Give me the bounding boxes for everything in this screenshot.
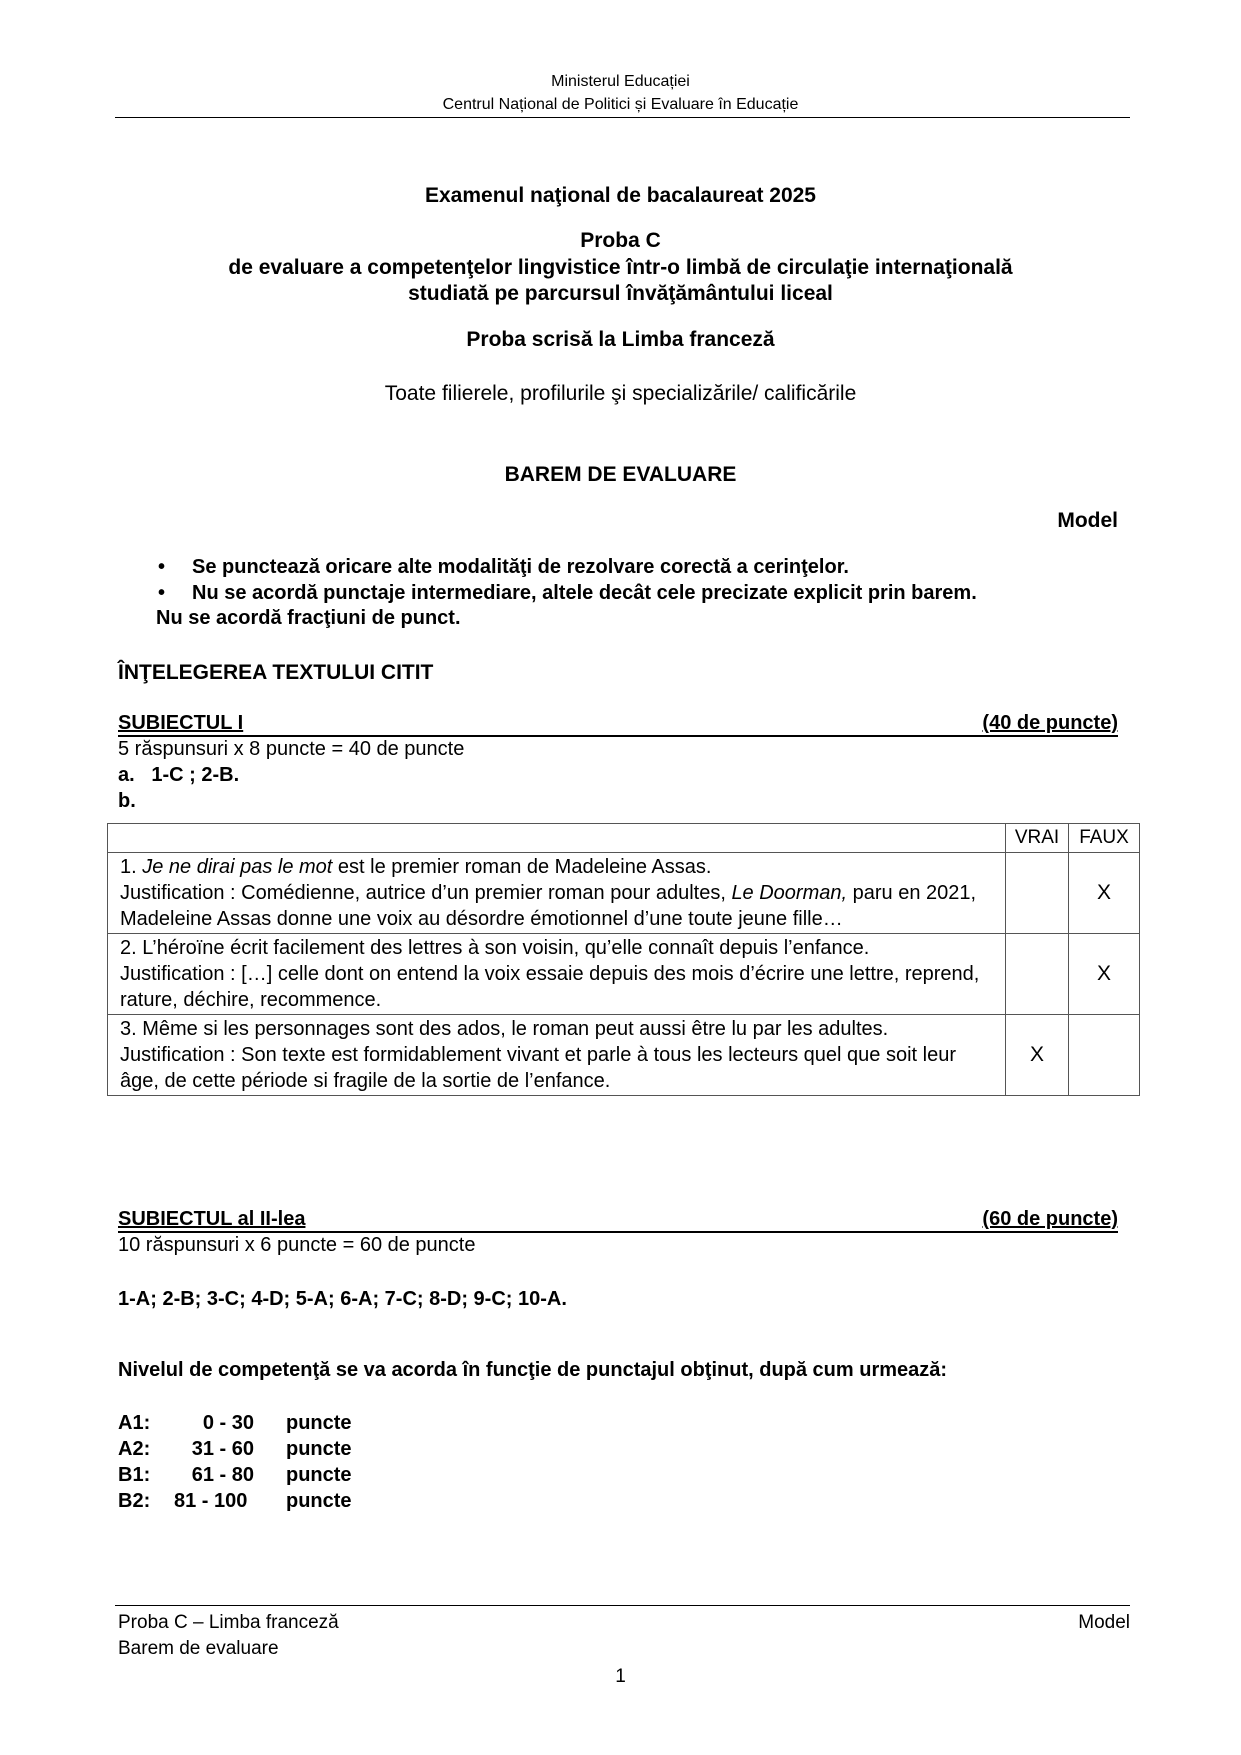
table-row: [108, 1015, 1140, 1096]
subject1-header: [118, 711, 1118, 737]
page-number: 1: [615, 1666, 626, 1687]
header-center: Centrul Național de Politici și Evaluare în Educație: [442, 96, 799, 113]
footer-rule: [115, 1605, 1130, 1606]
vrai-cell: [1006, 853, 1069, 934]
level-unit: puncte: [286, 1438, 352, 1460]
header-ministry: Ministerul Educației: [551, 73, 690, 90]
section-title: ÎNŢELEGEREA TEXTULUI CITIT: [118, 661, 434, 684]
table-header-statement: [108, 824, 1006, 853]
footer-model: Model: [1078, 1612, 1130, 1633]
table-header-row: [108, 824, 1140, 853]
a-answer: 1-C ; 2-B.: [151, 764, 240, 786]
b-label: b.: [118, 790, 136, 812]
proba-title: Proba C: [580, 229, 661, 252]
subject1-a: [118, 763, 239, 788]
level-row: [118, 1436, 352, 1462]
rule-item: [150, 554, 1130, 580]
levels-intro: Nivelul de competenţă se va acorda în funcţie de punctajul obţinut, după cum urmează:: [118, 1359, 948, 1381]
subject-title: Proba scrisă la Limba franceză: [466, 328, 775, 351]
proba-desc-line2: studiată pe parcursul învăţământului liceal: [408, 282, 833, 305]
justification-text: Justification : Son texte est formidablement vivant et parle à tous les lecteurs quel que soit leur âge, de cette période si fragile de la sortie de l’enfance.: [120, 1044, 956, 1092]
level-name: B1:: [118, 1464, 151, 1486]
subject1-title: SUBIECTUL I: [118, 712, 244, 734]
subject1-points: (40 de puncte): [982, 712, 1118, 734]
rule-text: Nu se acordă punctaje intermediare, altele decât cele precizate explicit prin barem.: [192, 582, 977, 604]
table-row: [108, 853, 1140, 934]
subject2-formula: 10 răspunsuri x 6 puncte = 60 de puncte: [118, 1234, 476, 1256]
col-faux-header: FAUX: [1069, 824, 1140, 853]
rule-text: Se punctează oricare alte modalităţi de rezolvare corectă a cerinţelor.: [192, 556, 849, 578]
level-name: A2:: [118, 1438, 151, 1460]
table-row: [108, 934, 1140, 1015]
subject2-answers: 1-A; 2-B; 3-C; 4-D; 5-A; 6-A; 7-C; 8-D; 9-C; 10-A.: [118, 1288, 567, 1310]
statement-cell: [108, 853, 1006, 934]
model-label: Model: [1057, 509, 1118, 532]
vrai-cell: X: [1006, 1015, 1069, 1096]
subject2-header: [118, 1207, 1118, 1233]
subject1-formula: 5 răspunsuri x 8 puncte = 40 de puncte: [118, 738, 465, 760]
level-row: [118, 1462, 352, 1488]
level-unit: puncte: [286, 1412, 352, 1434]
statement-text: 2. L’héroïne écrit facilement des lettres à son voisin, qu’elle connaît depuis l’enfance.: [120, 937, 870, 959]
vrai-cell: [1006, 934, 1069, 1015]
justification-text: [120, 880, 999, 932]
header-rule: [115, 117, 1130, 118]
statement-text: [120, 854, 999, 880]
rule-item: [150, 580, 1130, 606]
barem-rules: [150, 554, 1130, 606]
level-name: B2:: [118, 1490, 151, 1512]
scope-text: Toate filierele, profilurile şi specializările/ calificările: [384, 382, 857, 405]
bullet-icon: •: [158, 582, 166, 604]
book-title: Le Doorman,: [731, 882, 848, 904]
statement-text: 3. Même si les personnages sont des ados, le roman peut aussi être lu par les adultes.: [120, 1018, 889, 1040]
level-unit: puncte: [286, 1464, 352, 1486]
statement-cell: [108, 1015, 1006, 1096]
exam-title: Examenul naţional de bacalaureat 2025: [424, 184, 816, 207]
level-range: 0 - 30: [202, 1412, 254, 1434]
justification-text: Justification : […] celle dont on entend la voix essaie depuis des mois d’écrire une lettre, reprend, rature, déchire, recommence.: [120, 963, 980, 1011]
statement-rest: est le premier roman de Madeleine Assas.: [332, 856, 712, 878]
bullet-icon: •: [158, 556, 166, 578]
book-title: Je ne dirai pas le mot: [142, 856, 333, 878]
fraction-note: Nu se acordă fracţiuni de punct.: [156, 607, 461, 629]
footer-left-line1: Proba C – Limba franceză: [118, 1612, 339, 1633]
subject2-points: (60 de puncte): [982, 1208, 1118, 1230]
a-label: a.: [118, 764, 135, 786]
justification-post: paru en 2021, Madeleine Assas donne une voix au désordre émotionnel d’une toute jeune fille…: [120, 882, 977, 930]
level-unit: puncte: [286, 1490, 352, 1512]
level-range: 81 - 100: [174, 1490, 248, 1512]
item-number: 1.: [120, 856, 143, 878]
level-name: A1:: [118, 1412, 151, 1434]
justification-pre: Justification : Comédienne, autrice d’un premier roman pour adultes,: [120, 882, 732, 904]
true-false-table: [107, 823, 1140, 1096]
statement-cell: [108, 934, 1006, 1015]
levels-list: [118, 1410, 352, 1514]
level-range: 61 - 80: [191, 1464, 254, 1486]
level-row: [118, 1488, 352, 1514]
footer-left-line2: Barem de evaluare: [118, 1638, 279, 1659]
faux-cell: X: [1069, 853, 1140, 934]
proba-desc-line1: de evaluare a competenţelor lingvistice într-o limbă de circulaţie internaţională: [228, 256, 1013, 279]
col-vrai-header: VRAI: [1006, 824, 1069, 853]
barem-heading: BAREM DE EVALUARE: [504, 463, 737, 486]
faux-cell: [1069, 1015, 1140, 1096]
subject2-title: SUBIECTUL al II-lea: [118, 1208, 306, 1230]
level-range: 31 - 60: [191, 1438, 254, 1460]
level-row: [118, 1410, 352, 1436]
faux-cell: X: [1069, 934, 1140, 1015]
